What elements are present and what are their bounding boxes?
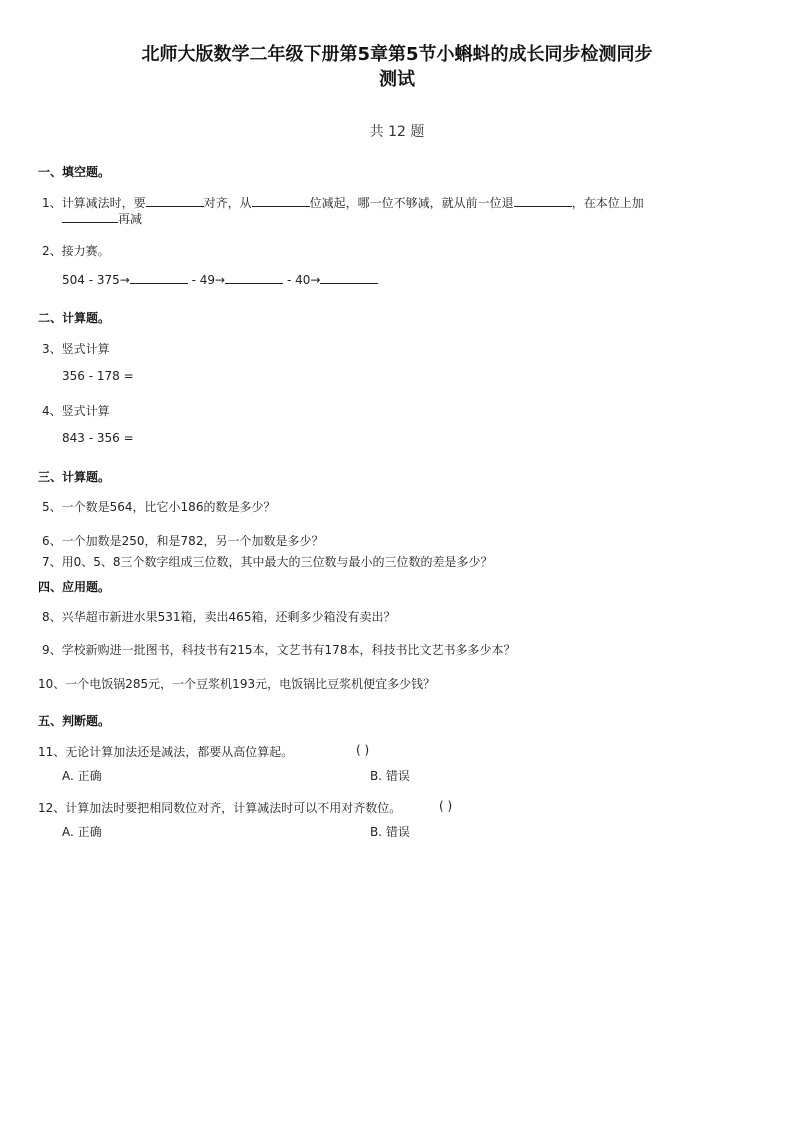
question-text: 再减	[118, 212, 143, 226]
question-text: 一个加数是250，和是782，另一个加数是多少？	[61, 534, 324, 548]
answer-blank[interactable]	[514, 195, 572, 207]
question-number: 1、	[42, 196, 62, 210]
question-text: 无论计算加法还是减法，都要从高位算起。	[65, 745, 294, 759]
question-text: 对齐，从	[203, 196, 252, 210]
question-10	[38, 675, 435, 692]
question-text: ，在本位上加	[571, 196, 644, 210]
question-text: 竖式计算	[61, 342, 110, 356]
section-heading-calculation-2: 三、计算题。	[38, 470, 111, 484]
question-text: 接力赛。	[61, 244, 110, 258]
answer-blank[interactable]	[225, 272, 283, 284]
calculation-expression: 356 - 178 =	[62, 369, 134, 383]
section-heading-word-problems: 四、应用题。	[38, 580, 111, 594]
question-12	[38, 799, 401, 816]
question-text: 用0、5、8三个数字组成三位数，其中最大的三位数与最小的三位数的差是多少？	[61, 555, 493, 569]
question-text: 计算减法时，要	[61, 196, 146, 210]
section-heading-fill-blank: 一、填空题。	[38, 165, 111, 179]
question-text: 学校新购进一批图书，科技书有215本，文艺书有178本，科技书比文艺书多多少本？	[61, 643, 516, 657]
question-number: 3、	[42, 342, 62, 356]
question-text: 兴华超市新进水果531箱，卖出465箱，还剩多少箱没有卖出？	[61, 610, 396, 624]
question-count: 共 12 题	[369, 124, 425, 140]
question-8	[42, 608, 395, 625]
question-1	[42, 194, 644, 211]
expression-text: 504 - 375→	[62, 273, 130, 287]
calculation-expression: 843 - 356 =	[62, 431, 134, 445]
option-a-correct[interactable]: A. 正确	[62, 825, 102, 839]
question-number: 10、	[38, 677, 66, 691]
question-number: 9、	[42, 643, 62, 657]
section-heading-calculation: 二、计算题。	[38, 311, 111, 325]
question-7	[42, 553, 493, 570]
answer-parentheses[interactable]: ( )	[439, 799, 453, 813]
answer-blank[interactable]	[252, 195, 310, 207]
question-3	[42, 340, 110, 357]
expression-text: - 40→	[283, 273, 321, 287]
question-text: 一个电饭锅285元，一个豆浆机193元，电饭锅比豆浆机便宜多少钱？	[65, 677, 436, 691]
question-number: 2、	[42, 244, 62, 258]
expression-text: - 49→	[187, 273, 226, 287]
question-number: 12、	[38, 801, 66, 815]
answer-blank[interactable]	[146, 195, 204, 207]
answer-blank[interactable]	[320, 272, 378, 284]
answer-blank[interactable]	[130, 272, 188, 284]
question-4	[42, 402, 110, 419]
question-number: 6、	[42, 534, 62, 548]
page-title-continued: 测试	[379, 69, 415, 90]
question-number: 8、	[42, 610, 62, 624]
answer-blank[interactable]	[62, 211, 118, 223]
option-a-correct[interactable]: A. 正确	[62, 769, 102, 783]
question-text: 位减起，哪一位不够减，就从前一位退	[309, 196, 514, 210]
question-2	[42, 242, 110, 259]
question-text: 竖式计算	[61, 404, 110, 418]
question-11	[38, 743, 293, 760]
page-title: 北师大版数学二年级下册第5章第5节小蝌蚪的成长同步检测同步	[141, 44, 653, 65]
option-b-wrong[interactable]: B. 错误	[370, 769, 410, 783]
section-heading-true-false: 五、判断题。	[38, 714, 111, 728]
question-number: 5、	[42, 500, 62, 514]
question-1-continued	[62, 210, 142, 227]
question-5	[42, 498, 275, 515]
question-number: 4、	[42, 404, 62, 418]
question-text: 一个数是564，比它小186的数是多少？	[61, 500, 276, 514]
answer-parentheses[interactable]: ( )	[356, 743, 370, 757]
option-b-wrong[interactable]: B. 错误	[370, 825, 410, 839]
question-number: 11、	[38, 745, 66, 759]
question-number: 7、	[42, 555, 62, 569]
question-text: 计算加法时要把相同数位对齐，计算减法时可以不用对齐数位。	[65, 801, 402, 815]
question-6	[42, 532, 323, 549]
question-9	[42, 641, 515, 658]
relay-expression	[62, 272, 378, 287]
